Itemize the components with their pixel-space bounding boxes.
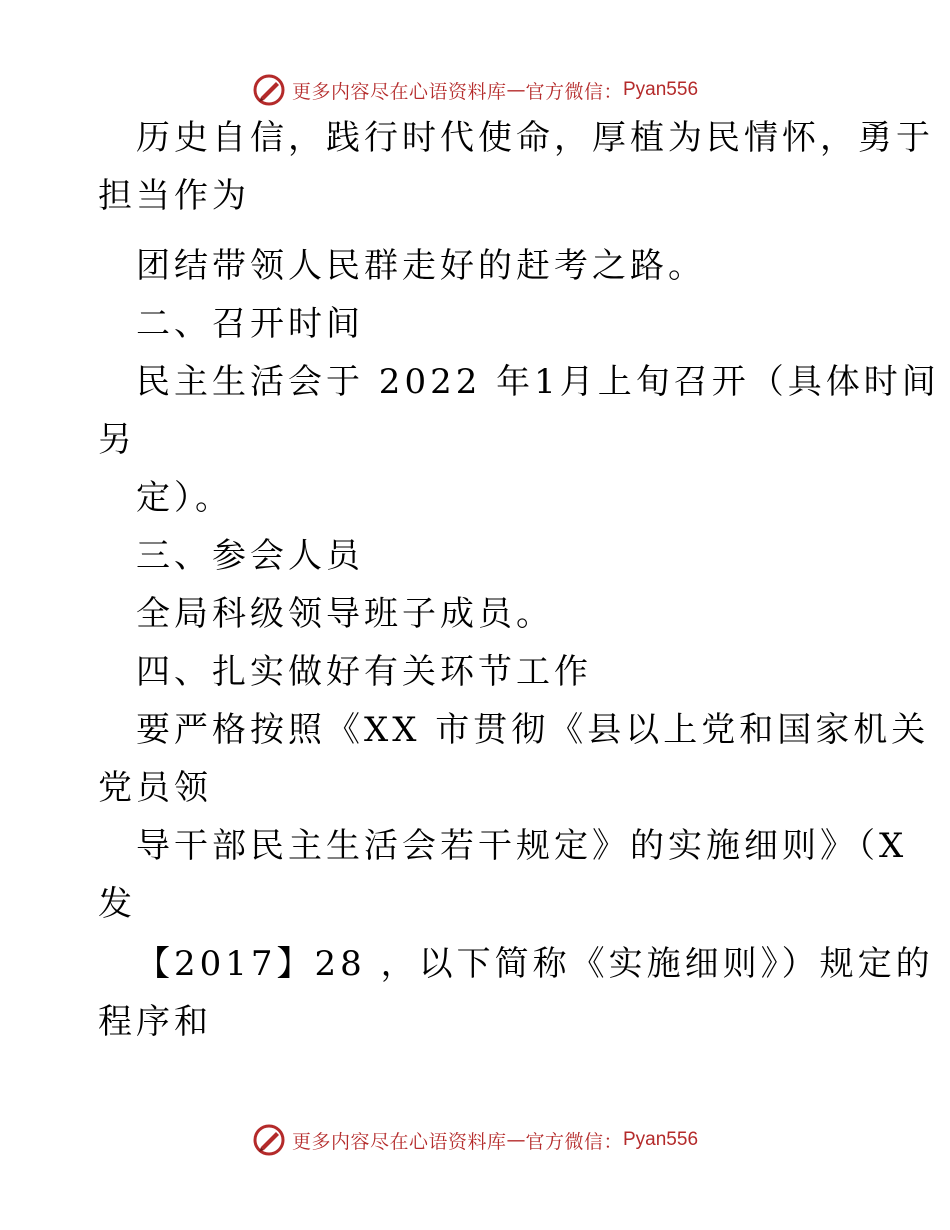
header-watermark [0, 70, 950, 110]
body-line-16: 程序和 [98, 1002, 212, 1042]
watermark-separator: — [506, 1129, 526, 1151]
pen-logo-icon [252, 1123, 286, 1157]
body-line-3: 团结带领人民群走好的赶考之路。 [136, 246, 706, 286]
section-heading-4: 四、扎实做好有关环节工作 [136, 652, 592, 692]
body-line-1: 历史自信，践行时代使命，厚植为民情怀，勇于 [136, 118, 934, 158]
footer-watermark [0, 1120, 950, 1160]
body-line-13: 导干部民主生活会若干规定》的实施细则》（X [136, 826, 908, 866]
watermark-separator: — [506, 79, 526, 101]
section-heading-2: 二、召开时间 [136, 304, 364, 344]
body-line-7: 定）。 [136, 478, 233, 518]
watermark-wechat-id: Pyan556 [623, 1129, 699, 1150]
watermark-wechat-label: 官方微信： [525, 80, 623, 103]
body-line-15: 【2017】28 ，以下简称《实施细则》）规定的 [136, 944, 934, 984]
body-line-12: 党员领 [98, 768, 212, 808]
watermark-text: 更多内容尽在心语资料库 [291, 80, 507, 103]
body-line-9: 全局科级领导班子成员。 [136, 594, 554, 634]
watermark-text: 更多内容尽在心语资料库 [291, 1130, 507, 1153]
body-line-2: 担当作为 [98, 176, 250, 216]
body-line-6: 另 [98, 420, 136, 460]
section-heading-3: 三、参会人员 [136, 536, 364, 576]
watermark-wechat-id: Pyan556 [623, 79, 699, 100]
watermark-wechat-label: 官方微信： [525, 1130, 623, 1153]
pen-logo-icon [252, 73, 286, 107]
body-line-5: 民主生活会于 2022 年1月上旬召开（具体时间 [136, 362, 940, 402]
body-line-11: 要严格按照《XX 市贯彻《县以上党和国家机关 [136, 710, 930, 750]
body-line-14: 发 [98, 884, 136, 924]
